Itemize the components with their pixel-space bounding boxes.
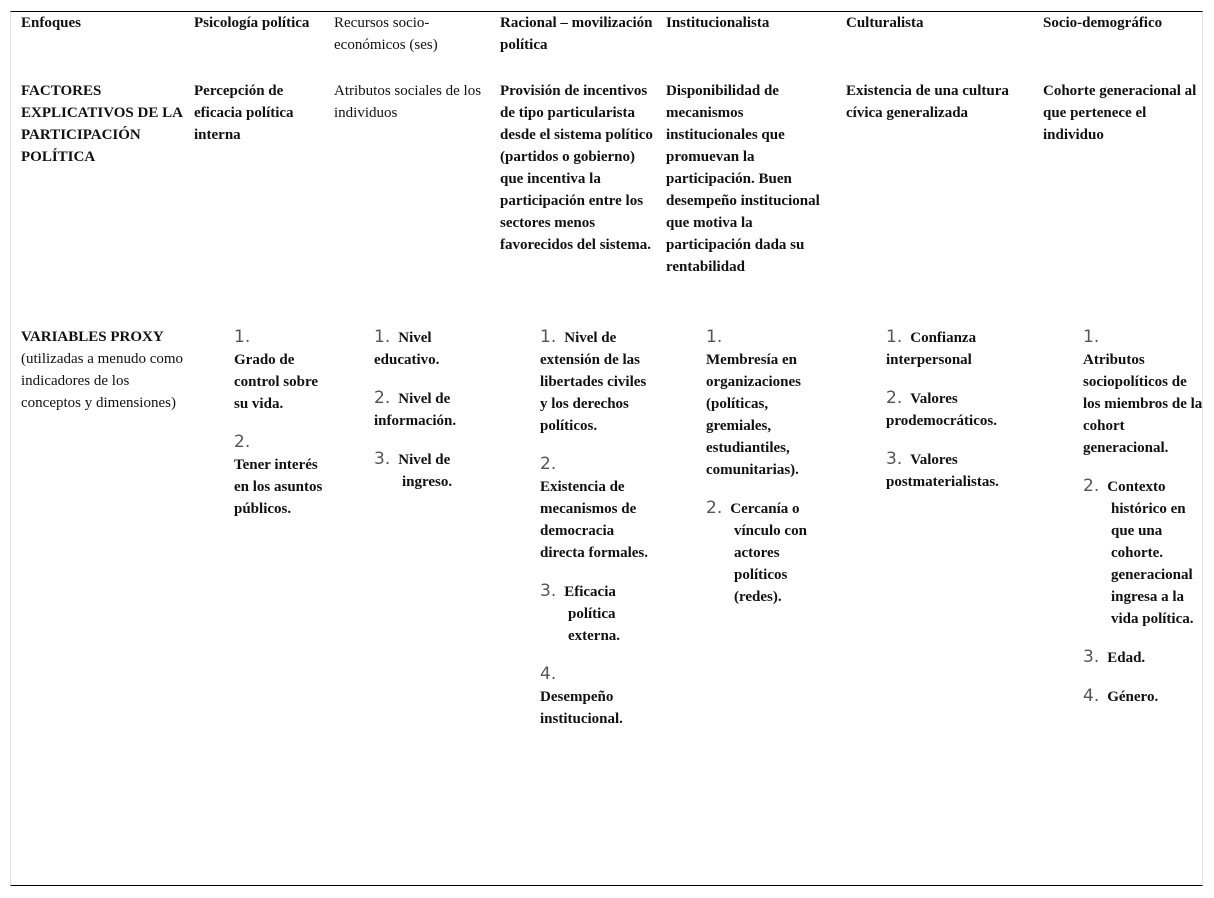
list-item: 4. Desempeño institucional. [540, 664, 623, 727]
variables-list [1083, 326, 1203, 708]
factores-row [11, 80, 1203, 326]
variables-list [706, 326, 836, 608]
header-institucionalista: Institucionalista [666, 15, 770, 31]
list-item: 2. Cercanía o vínculo con actores políticos (redes). [706, 498, 807, 605]
list-item: 1. Confianza interpersonal [886, 327, 977, 368]
list-item: 3. Nivel de ingreso. [374, 449, 453, 490]
list-item: 3. Valores postmaterialistas. [886, 449, 999, 490]
factor-cell: Atributos sociales de los individuos [334, 83, 482, 121]
variables-cell [836, 326, 1033, 746]
list-item: 1. Membresía en organizaciones (políticas, gremiales, estudiantiles, comunitarias). [706, 327, 801, 478]
variables-label-rest: (utilizadas a menudo como indicadores de los conceptos y dimensiones) [21, 351, 184, 411]
list-item: 2. Contexto histórico en que una cohorte. generacional ingresa a la vida política. [1083, 476, 1194, 627]
header-recursos: Recursos socio-económicos (ses) [334, 15, 438, 53]
list-item: 1. Atributos sociopolíticos de los miembros de la cohort generacional. [1083, 327, 1203, 456]
header-sociodemografico: Socio-demográfico [1043, 15, 1163, 31]
variables-cell [324, 326, 490, 746]
variables-row [11, 326, 1203, 746]
list-item: 1. Nivel de extensión de las libertades civiles y los derechos políticos. [540, 327, 647, 434]
list-item: 3. Eficacia política externa. [540, 581, 621, 644]
list-item: 3. Edad. [1083, 647, 1146, 667]
list-item: 1. Grado de control sobre su vida. [234, 327, 319, 412]
variables-list [234, 326, 324, 520]
list-item: 1. Nivel educativo. [374, 327, 440, 368]
factor-cell: Percepción de eficacia política interna [194, 83, 294, 143]
variables-cell [184, 326, 324, 746]
variables-list [374, 326, 490, 493]
variables-cell [490, 326, 656, 746]
header-psicologia: Psicología política [194, 15, 310, 31]
list-item: 4. Género. [1083, 686, 1159, 706]
header-enfoques: Enfoques [21, 15, 82, 31]
header-culturalista: Culturalista [846, 15, 924, 31]
factor-cell: Disponibilidad de mecanismos institucionales que promuevan la participación. Buen desempeño institucional que motiva la participación dada su rentabilidad [666, 83, 820, 275]
factor-cell: Cohorte generacional al que pertenece el individuo [1043, 83, 1197, 143]
factor-cell: Existencia de una cultura cívica generalizada [846, 83, 1009, 121]
variables-list [540, 326, 656, 730]
header-row [11, 12, 1203, 80]
variables-label-bold: VARIABLES PROXY [21, 329, 164, 345]
list-item: 2. Valores prodemocráticos. [886, 388, 997, 429]
variables-cell [656, 326, 836, 746]
variables-cell [1033, 326, 1203, 746]
factor-cell: Provisión de incentivos de tipo particularista desde el sistema político (partidos o gobierno) que incentiva la participación entre los sectores menos favorecidos del sistema. [500, 83, 653, 253]
participation-table [11, 12, 1203, 746]
variables-label [11, 326, 184, 746]
list-item: 2. Tener interés en los asuntos públicos. [234, 432, 323, 517]
list-item: 2. Nivel de información. [374, 388, 457, 429]
header-racional: Racional – movilización política [500, 15, 653, 53]
factores-label: FACTORES EXPLICATIVOS DE LA PARTICIPACIÓN POLÍTICA [21, 83, 183, 165]
list-item: 2. Existencia de mecanismos de democracia directa formales. [540, 454, 649, 561]
variables-list [886, 326, 1033, 493]
